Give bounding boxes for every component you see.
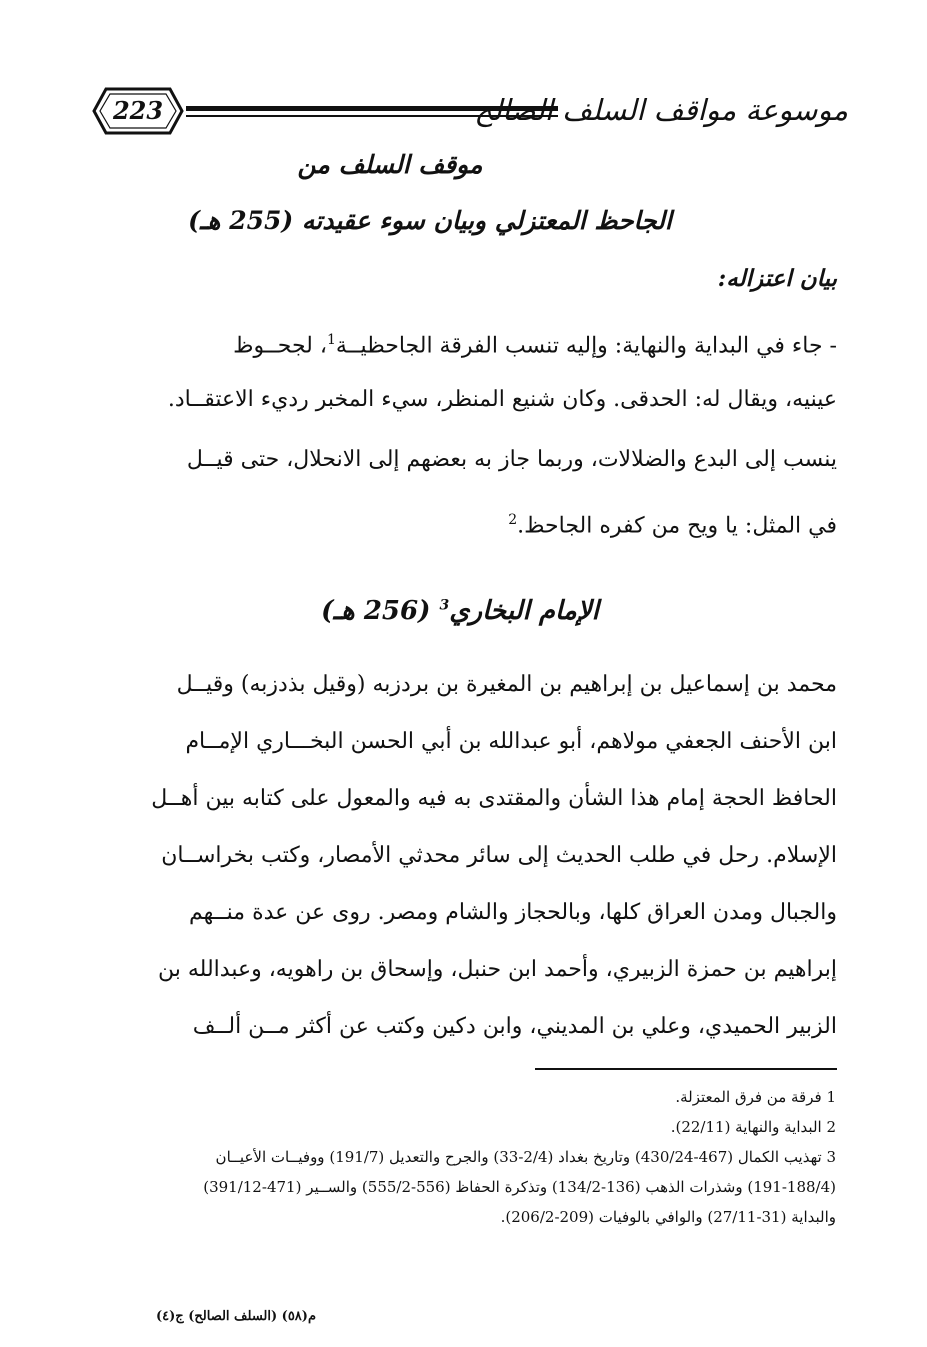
paragraph-line: والجبال ومدن العراق كلها، وبالحجاز والشام ومصر. روى عن عدة منــهم xyxy=(189,900,837,925)
paragraph-line xyxy=(92,490,837,550)
page-number: 223 xyxy=(112,96,164,125)
footnote: 3 تهذيب الكمال (467-430/24) وتاريخ بغداد (2/4-33) والجرح والتعديل (191/7) ووفيــات الأعيــان xyxy=(215,1148,836,1166)
footnote-ref: 2 xyxy=(508,512,518,528)
paragraph-line: الحافظ الحجة إمام هذا الشأن والمقتدى به فيه والمعول على كتابه بين أهــل xyxy=(151,786,837,811)
footnote: 1 فرقة من فرق المعتزلة. xyxy=(675,1088,836,1106)
footnote: (191-188/4) وشذرات الذهب (136-134/2) وتذكرة الحفاظ (556-555/2) والســير (471-391/12) xyxy=(203,1178,836,1196)
signature-mark: م(٥٨) (السلف الصالح) ج(٤) xyxy=(156,1309,316,1324)
footnote-ref: 3 xyxy=(439,597,450,614)
section-title-date: (256 هـ) xyxy=(321,596,440,626)
paragraph-1 xyxy=(92,310,837,550)
footnote-ref: 1 xyxy=(326,332,336,348)
paragraph-line: الزبير الحميدي، وعلي بن المديني، وابن دكين وكتب عن أكثر مــن ألــف xyxy=(192,1014,837,1039)
paragraph-line: محمد بن إسماعيل بن إبراهيم بن المغيرة بن بردزبه (وقيل بذدزبه) وقيــل xyxy=(176,672,837,697)
subheading: بيان اعتزاله: xyxy=(717,265,837,292)
paragraph-line: عينيه، ويقال له: الحدقى. وكان شنيع المنظر، سيء المخبر رديء الاعتقــاد. xyxy=(167,387,837,412)
text-run: - جاء في البداية والنهاية: وإليه تنسب الفرقة الجاحظيــة xyxy=(335,333,837,359)
text-run: في المثل: يا ويح من كفره الجاحظ. xyxy=(517,513,837,539)
paragraph-line: ينسب إلى البدع والضلالات، وربما جاز به بعضهم إلى الانحلال، حتى قيــل xyxy=(186,447,837,472)
heading-line-1: موقف السلف من xyxy=(297,150,483,179)
footnote: والبداية (31-27/11) والوافي بالوفيات (209-206/2). xyxy=(500,1208,836,1226)
paragraph-line xyxy=(92,310,837,370)
running-title: موسوعة مواقف السلف الصالح xyxy=(474,93,848,127)
paragraph-line: ابن الأحنف الجعفي مولاهم، أبو عبدالله بن أبي الحسن البخـــاري الإمــام xyxy=(185,729,837,754)
paragraph-2 xyxy=(92,656,837,1055)
footnote: 2 البداية والنهاية (22/11). xyxy=(670,1118,836,1136)
heading-line-2: الجاحظ المعتزلي وبيان سوء عقيدته (255 هـ) xyxy=(188,206,672,235)
footnotes xyxy=(96,1082,836,1232)
page-number-badge xyxy=(92,86,184,136)
text-run: ، لجحــوظ xyxy=(233,333,327,359)
paragraph-line: الإسلام. رحل في طلب الحديث إلى سائر محدثي الأمصار، وكتب بخراســان xyxy=(161,843,837,868)
page-header xyxy=(88,78,848,142)
footnote-separator xyxy=(535,1068,837,1070)
section-title-text: الإمام البخاري xyxy=(449,596,599,626)
paragraph-line: إبراهيم بن حمزة الزبيري، وأحمد ابن حنبل، وإسحاق بن راهويه، وعبدالله بن xyxy=(158,957,837,982)
section-title xyxy=(240,596,680,642)
